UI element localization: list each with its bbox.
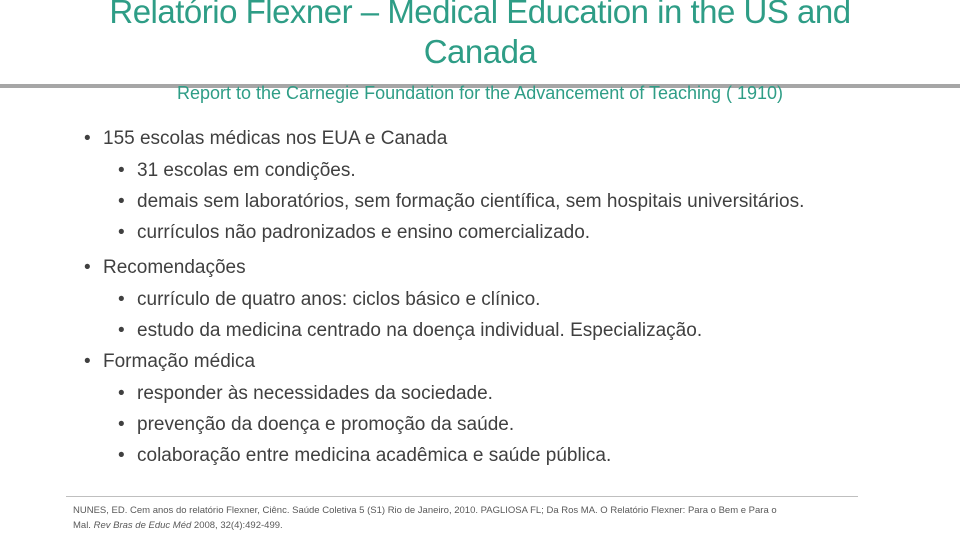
bullet-dot-icon: • bbox=[84, 351, 91, 372]
footer-journal-title: Rev Bras de Educ Méd bbox=[93, 520, 192, 531]
slide-title-line-2: Canada bbox=[423, 33, 537, 70]
bullet-item bbox=[84, 255, 944, 349]
sub-bullet-text: estudo da medicina centrado na doença individual. Especialização. bbox=[137, 320, 703, 341]
bullet-dot-icon: • bbox=[118, 289, 125, 310]
sub-bullet-item bbox=[118, 189, 944, 220]
sub-bullet-text: 31 escolas em condições. bbox=[137, 160, 356, 181]
sub-bullet-item bbox=[118, 443, 944, 474]
bullet-row bbox=[84, 349, 944, 381]
sub-bullet-text: colaboração entre medicina acadêmica e saúde pública. bbox=[137, 445, 612, 466]
sub-bullet-list bbox=[84, 381, 944, 474]
bullet-dot-icon: • bbox=[118, 320, 125, 341]
sub-bullet-item bbox=[118, 287, 944, 318]
footer-line-2-suffix: 2008, 32(4):492-499. bbox=[191, 520, 283, 531]
bullet-dot-icon: • bbox=[84, 128, 91, 149]
sub-bullet-item bbox=[118, 318, 944, 349]
bullet-dot-icon: • bbox=[118, 160, 125, 181]
sub-bullet-item bbox=[118, 158, 944, 189]
bullet-dot-icon: • bbox=[84, 257, 91, 278]
bullet-item bbox=[84, 126, 944, 251]
sub-bullet-item bbox=[118, 412, 944, 443]
footer-divider bbox=[66, 496, 858, 497]
bullet-list bbox=[84, 126, 944, 474]
sub-bullet-text: currículo de quatro anos: ciclos básico e clínico. bbox=[137, 289, 541, 310]
slide-title bbox=[40, 0, 920, 72]
bullet-item bbox=[84, 349, 944, 474]
slide-subtitle: Report to the Carnegie Foundation for the Advancement of Teaching ( 1910) bbox=[176, 83, 784, 103]
bullet-text: 155 escolas médicas nos EUA e Canada bbox=[103, 128, 448, 149]
footer-references bbox=[73, 503, 873, 533]
sub-bullet-list bbox=[84, 287, 944, 349]
sub-bullet-list bbox=[84, 158, 944, 251]
bullet-dot-icon: • bbox=[118, 445, 125, 466]
slide-title-line-1: Relatório Flexner – Medical Education in the US and bbox=[109, 0, 851, 30]
sub-bullet-text: demais sem laboratórios, sem formação científica, sem hospitais universitários. bbox=[137, 191, 805, 212]
sub-bullet-item bbox=[118, 381, 944, 412]
sub-bullet-text: responder às necessidades da sociedade. bbox=[137, 383, 493, 404]
sub-bullet-text: currículos não padronizados e ensino comercializado. bbox=[137, 222, 591, 243]
bullet-text: Recomendações bbox=[103, 257, 246, 278]
bullet-row bbox=[84, 255, 944, 287]
bullet-dot-icon: • bbox=[118, 222, 125, 243]
bullet-text: Formação médica bbox=[103, 351, 256, 372]
footer-line-1: NUNES, ED. Cem anos do relatório Flexner, Ciênc. Saúde Coletiva 5 (S1) Rio de Janeiro, 2010. PAGLIOSA FL; Da Ros MA. O Relatório Flexner: Para o Bem e Para o bbox=[73, 505, 777, 516]
slide-body bbox=[84, 126, 944, 474]
bullet-dot-icon: • bbox=[118, 191, 125, 212]
footer-line-2 bbox=[73, 518, 873, 533]
bullet-dot-icon: • bbox=[118, 383, 125, 404]
bullet-row bbox=[84, 126, 944, 158]
footer-line-2-prefix: Mal. bbox=[73, 520, 94, 531]
bullet-dot-icon: • bbox=[118, 414, 125, 435]
sub-bullet-text: prevenção da doença e promoção da saúde. bbox=[137, 414, 515, 435]
sub-bullet-item bbox=[118, 220, 944, 251]
